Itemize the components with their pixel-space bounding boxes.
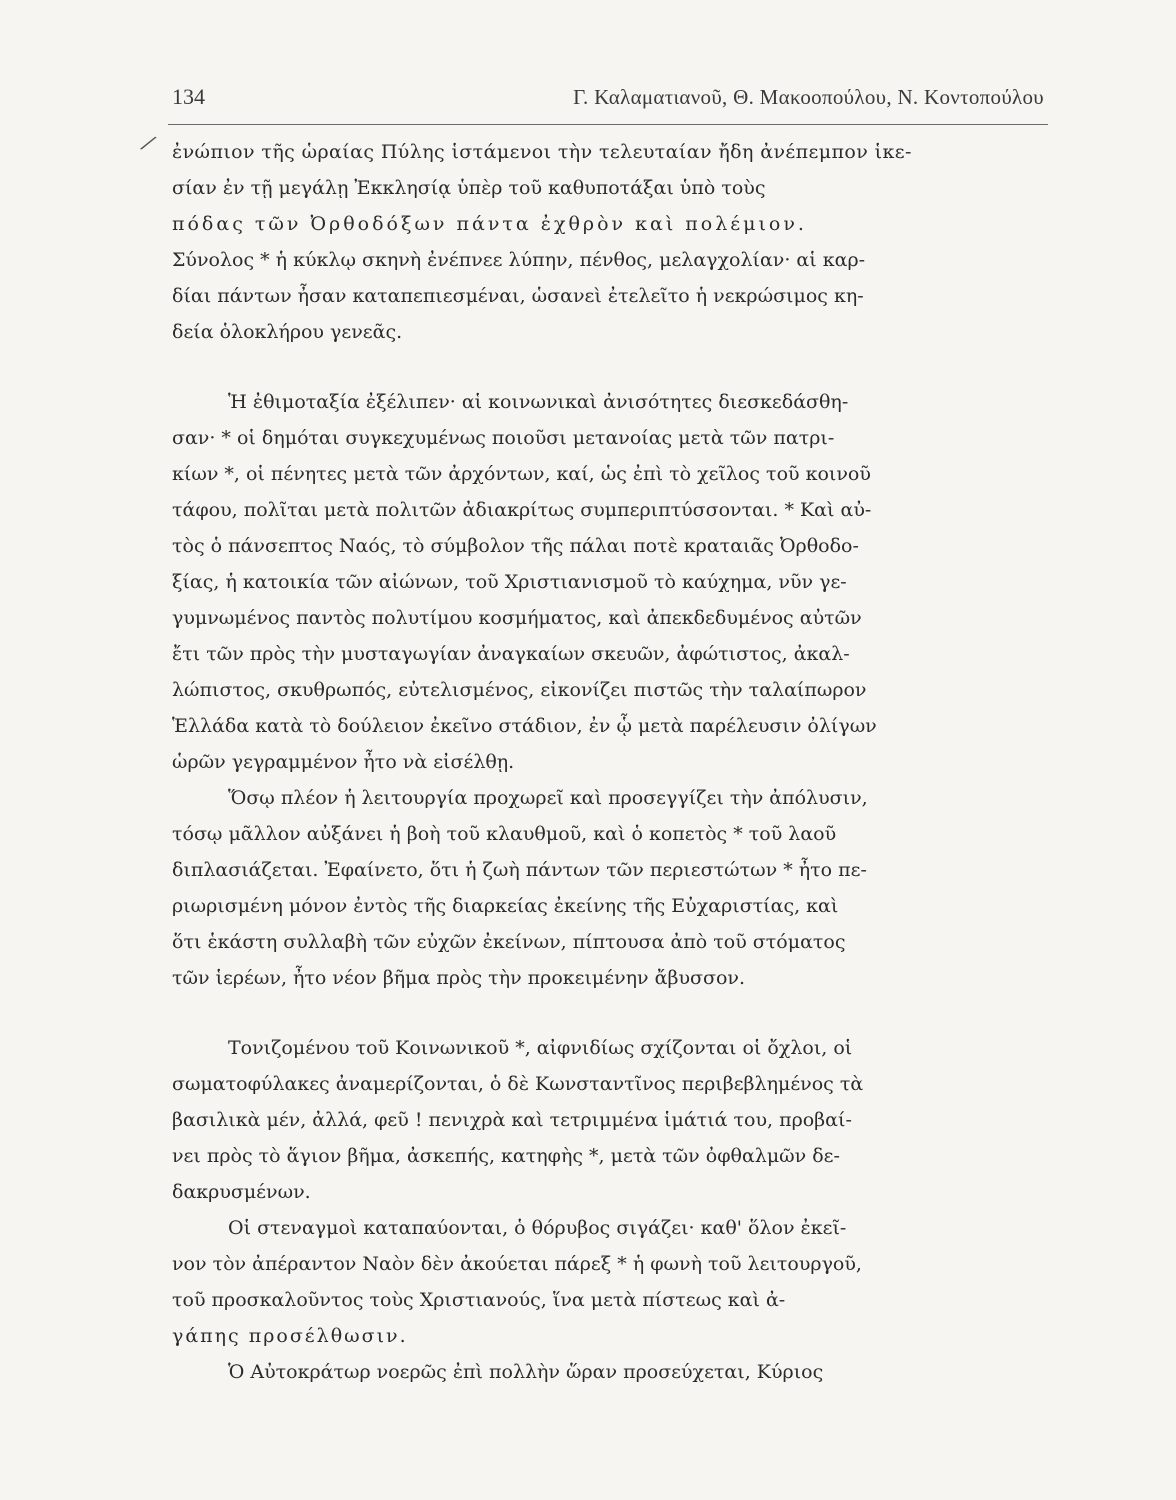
paragraph	[172, 1030, 1044, 1210]
text-line: τῶν ἱερέων, ἦτο νέον βῆμα πρὸς τὴν προκειμένην ἄβυσσον.	[172, 967, 745, 989]
text-line: τόσῳ μᾶλλον αὐξάνει ἡ βοὴ τοῦ κλαυθμοῦ, καὶ ὁ κοπετὸς * τοῦ λαοῦ	[172, 823, 837, 845]
text-line: νον τὸν ἀπέραντον Ναὸν δὲν ἀκούεται πάρεξ * ἡ φωνὴ τοῦ λειτουργοῦ,	[172, 1253, 862, 1275]
text-line: Τονιζομένου τοῦ Κοινωνικοῦ *, αἰφνιδίως σχίζονται οἱ ὄχλοι, οἱ	[228, 1037, 853, 1059]
text-line: κίων *, οἱ πένητες μετὰ τῶν ἀρχόντων, καί, ὡς ἐπὶ τὸ χεῖλος τοῦ κοινοῦ	[172, 463, 871, 485]
text-line: τοῦ προσκαλοῦντος τοὺς Χριστιανούς, ἵνα μετὰ πίστεως καὶ ἀ-	[172, 1289, 786, 1311]
text-line: ἔτι τῶν πρὸς τὴν μυσταγωγίαν ἀναγκαίων σκευῶν, ἀφώτιστος, ἀκαλ-	[172, 643, 850, 665]
text-line: Ὅσῳ πλέον ἡ λειτουργία προχωρεῖ καὶ προσεγγίζει τὴν ἀπόλυσιν,	[228, 787, 868, 809]
text-line: σαν· * οἱ δημόται συγκεχυμένως ποιοῦσι μετανοίας μετὰ τῶν πατρι-	[172, 427, 835, 449]
page-number: 134	[172, 84, 205, 109]
text-line: ὡρῶν γεγραμμένον ἦτο νὰ εἰσέλθῃ.	[172, 751, 515, 773]
text-line: σωματοφύλακες ἀναμερίζονται, ὁ δὲ Κωνσταντῖνος περιβεβλημένος τὰ	[172, 1073, 864, 1095]
paragraph	[172, 1210, 1044, 1354]
text-line: Οἱ στεναγμοὶ καταπαύονται, ὁ θόρυβος σιγάζει· καθ' ὅλον ἐκεῖ-	[228, 1217, 847, 1239]
margin-mark: ⁄	[141, 132, 154, 157]
paragraph-gap	[172, 996, 1044, 1030]
paragraph-gap	[172, 350, 1044, 384]
text-line: δεία ὁλοκλήρου γενεᾶς.	[172, 321, 403, 343]
text-line: Ἡ ἐθιμοταξία ἐξέλιπεν· αἱ κοινωνικαὶ ἀνισότητες διεσκεδάσθη-	[228, 391, 849, 413]
text-line: σίαν ἐν τῇ μεγάλῃ Ἐκκλησίᾳ ὑπὲρ τοῦ καθυποτάξαι ὑπὸ τοὺς	[172, 177, 766, 199]
text-line: τὸς ὁ πάνσεπτος Ναός, τὸ σύμβολον τῆς πάλαι ποτὲ κραταιᾶς Ὀρθοδο-	[172, 535, 859, 557]
text-line: Σύνολος * ἡ κύκλῳ σκηνὴ ἐνέπνεε λύπην, πένθος, μελαγχολίαν· αἱ καρ-	[172, 249, 866, 271]
text-line: ὅτι ἑκάστη συλλαβὴ τῶν εὐχῶν ἐκείνων, πίπτουσα ἀπὸ τοῦ στόματος	[172, 931, 846, 953]
paragraph	[172, 780, 1044, 996]
text-line: τάφου, πολῖται μετὰ πολιτῶν ἀδιακρίτως συμπεριπτύσσονται. * Καὶ αὐ-	[172, 499, 872, 521]
text-line: πόδας τῶν Ὀρθοδόξων πάντα ἐχθρὸν καὶ πολέμιον.	[172, 213, 807, 235]
text-line: γυμνωμένος παντὸς πολυτίμου κοσμήματος, καὶ ἀπεκδεδυμένος αὐτῶν	[172, 607, 862, 629]
text-line: διπλασιάζεται. Ἐφαίνετο, ὅτι ἡ ζωὴ πάντων τῶν περιεστώτων * ἦτο πε-	[172, 859, 867, 881]
text-line: ξίας, ἡ κατοικία τῶν αἰώνων, τοῦ Χριστιανισμοῦ τὸ καύχημα, νῦν γε-	[172, 571, 847, 593]
page-header	[172, 84, 1044, 110]
text-line: νει πρὸς τὸ ἅγιον βῆμα, ἀσκεπής, κατηφὴς *, μετὰ τῶν ὀφθαλμῶν δε-	[172, 1145, 840, 1167]
text-line: Ἑλλάδα κατὰ τὸ δούλειον ἐκεῖνο στάδιον, ἐν ᾧ μετὰ παρέλευσιν ὀλίγων	[172, 715, 877, 737]
text-line: δίαι πάντων ἦσαν καταπεπιεσμέναι, ὡσανεὶ ἐτελεῖτο ἡ νεκρώσιμος κη-	[172, 285, 864, 307]
paragraph	[172, 134, 1044, 350]
text-line: λώπιστος, σκυθρωπός, εὐτελισμένος, εἰκονίζει πιστῶς τὴν ταλαίπωρον	[172, 679, 867, 701]
header-rule	[168, 124, 1048, 125]
paragraph	[172, 384, 1044, 780]
paragraph	[172, 1354, 1044, 1390]
text-line: ριωρισμένη μόνον ἐντὸς τῆς διαρκείας ἐκείνης τῆς Εὐχαριστίας, καὶ	[172, 895, 839, 917]
running-title: Γ. Καλαματιανοῦ, Θ. Μακοοπούλου, Ν. Κοντοπούλου	[573, 85, 1044, 109]
text-line: ἐνώπιον τῆς ὡραίας Πύλης ἱστάμενοι τὴν τελευταίαν ἤδη ἀνέπεμπον ἱκε-	[172, 141, 912, 163]
text-line: γάπης προσέλθωσιν.	[172, 1325, 408, 1347]
text-line: βασιλικὰ μέν, ἀλλά, φεῦ ! πενιχρὰ καὶ τετριμμένα ἱμάτιά του, προβαί-	[172, 1109, 852, 1131]
text-line: Ὁ Αὐτοκράτωρ νοερῶς ἐπὶ πολλὴν ὥραν προσεύχεται, Κύριος	[228, 1361, 824, 1383]
body-text	[172, 134, 1044, 1390]
text-line: δακρυσμένων.	[172, 1181, 311, 1203]
